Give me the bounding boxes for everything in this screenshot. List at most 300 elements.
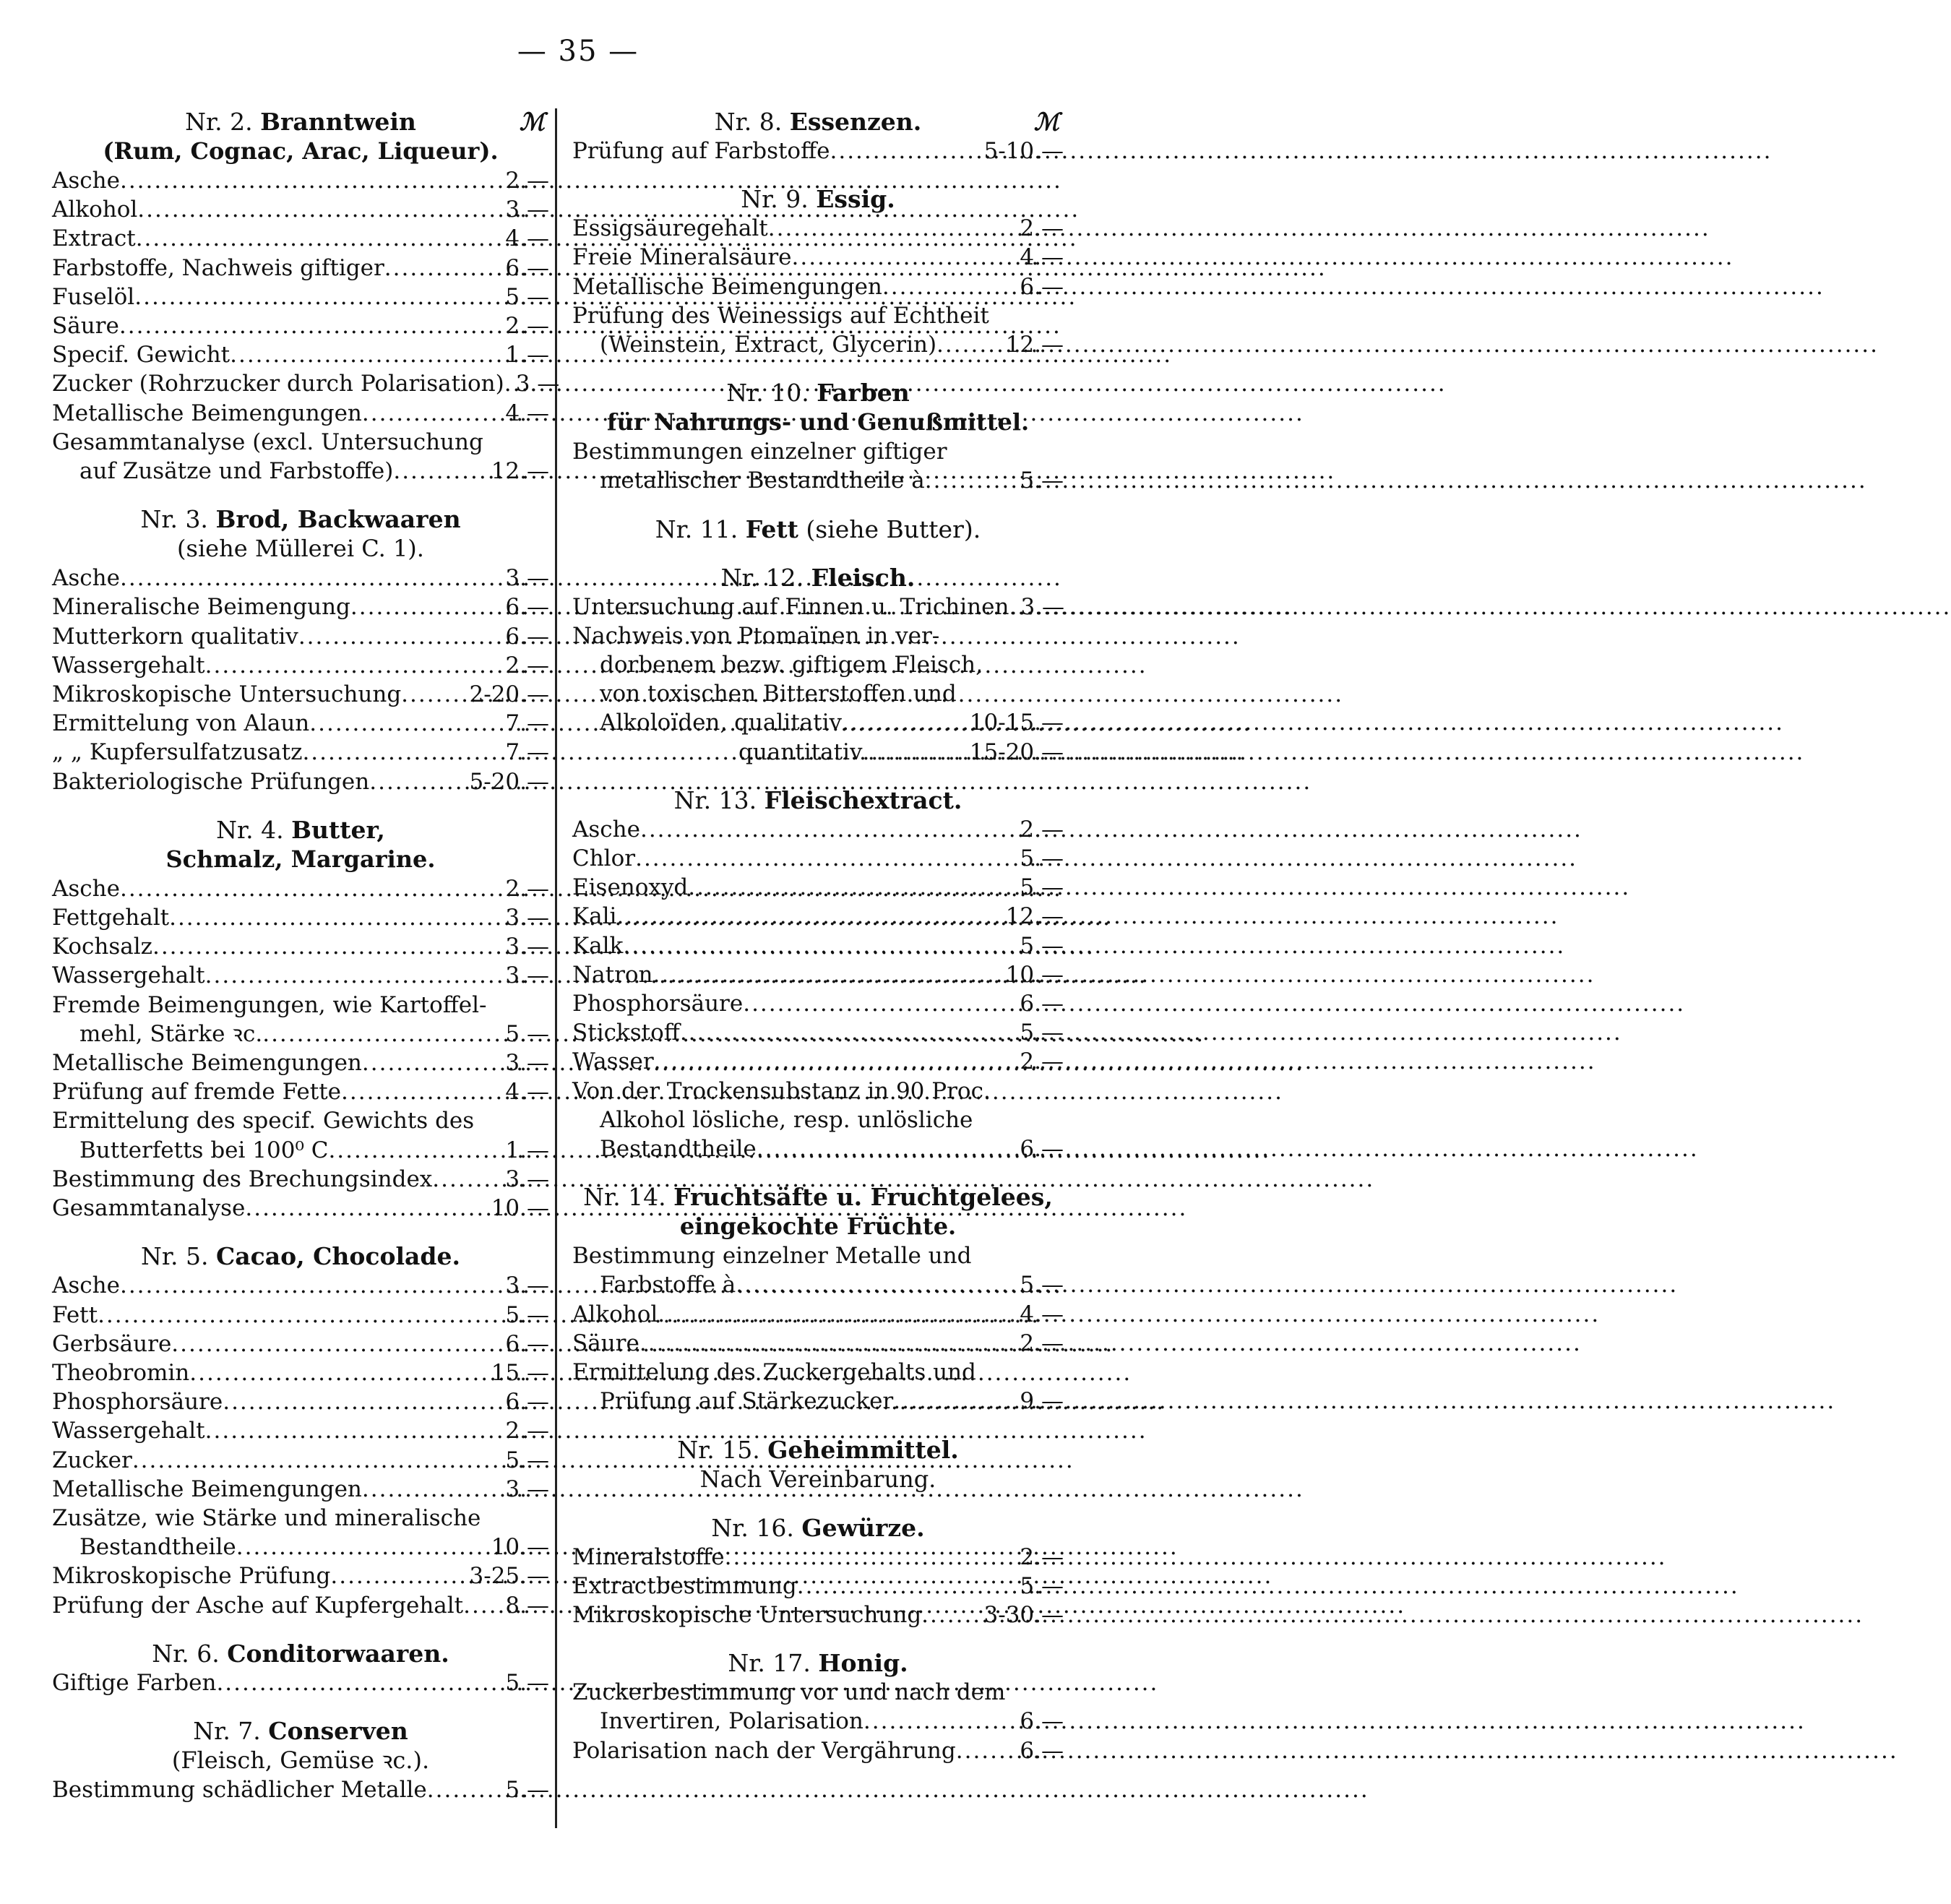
section-subheading: eingekochte Früchte. <box>679 1212 957 1241</box>
dot-leader <box>432 1165 501 1194</box>
list-item <box>52 1668 549 1697</box>
item-label: Wassergehalt <box>52 1418 205 1444</box>
item-price: 7.— <box>505 739 549 766</box>
item-price: 5.— <box>1020 932 1064 959</box>
dot-leader <box>463 1591 501 1620</box>
list-item <box>52 1271 549 1300</box>
section-essenzen <box>572 107 1064 165</box>
dot-leader <box>205 651 501 680</box>
dot-leader <box>223 1387 501 1416</box>
item-price: 5.— <box>505 1301 549 1328</box>
item-price: 3.— <box>1020 593 1065 620</box>
dot-leader <box>205 961 501 990</box>
item-price: 12.— <box>1005 903 1064 930</box>
list-item <box>52 224 549 253</box>
dot-leader <box>120 874 501 903</box>
list-item: Zusätze, wie Stärke und mineralische <box>52 1504 481 1531</box>
item-label: Metallische Beimengungen <box>52 400 362 426</box>
item-price: 3-25.— <box>469 1563 549 1590</box>
section-subheading: Schmalz, Margarine. <box>165 845 436 873</box>
item-price: 3.— <box>505 1272 549 1299</box>
item-price: 10.— <box>491 1195 549 1222</box>
item-price: 15.— <box>491 1359 549 1386</box>
dot-leader <box>688 873 1015 902</box>
item-label: Polarisation nach der Vergährung <box>572 1737 956 1764</box>
item-label: Säure <box>572 1330 639 1356</box>
section-fruchtsaefte <box>572 1182 1064 1416</box>
dot-leader <box>658 1300 1015 1329</box>
item-label: Untersuchung auf Finnen u. Trichinen <box>572 593 1009 620</box>
price-list <box>52 1561 549 1619</box>
list-item: Prüfung des Weinessigs auf Echtheit <box>572 302 989 329</box>
list-item: Bestimmung einzelner Metalle und <box>572 1243 972 1270</box>
item-label: Gerbsäure <box>52 1330 172 1357</box>
currency-unit: ℳ <box>1033 108 1059 136</box>
section-heading: Nr. 16. Gewürze. <box>711 1513 925 1542</box>
section-geheimmittel <box>572 1435 1064 1494</box>
item-price: 4.— <box>1020 244 1064 271</box>
section-heading: Nr. 3. Brod, Backwaaren <box>140 505 461 534</box>
item-price: 2.— <box>1020 1543 1064 1570</box>
list-item <box>52 1301 549 1330</box>
item-price: 3.— <box>505 905 549 931</box>
item-label: Prüfung der Asche auf Kupfergehalt <box>52 1592 464 1619</box>
price-list <box>52 564 549 796</box>
dot-leader <box>653 960 1002 989</box>
list-item <box>572 1601 1064 1629</box>
list-item <box>572 873 1064 902</box>
list-item <box>52 903 549 932</box>
item-price: 2.— <box>1020 816 1064 843</box>
item-label: Bestimmung schädlicher Metalle <box>52 1776 427 1803</box>
dot-leader <box>189 1358 486 1387</box>
list-item <box>572 1572 1064 1601</box>
list-item <box>52 1561 549 1590</box>
dot-leader <box>298 622 501 651</box>
section-subheading: (Rum, Cognac, Arac, Liqueur). <box>103 137 499 165</box>
price-list <box>572 214 1064 301</box>
list-item: Gesammtanalyse (excl. Untersuchung <box>52 428 483 455</box>
list-item: dorbenem bezw. giftigem Fleisch, <box>600 652 983 679</box>
item-price: 1.— <box>505 342 549 369</box>
price-list <box>52 166 560 428</box>
dot-leader <box>1009 593 1016 621</box>
item-label: Asche <box>52 168 120 194</box>
item-price: 3.— <box>505 934 549 960</box>
list-item <box>52 1330 549 1358</box>
section-heading: Nr. 4. Butter, <box>216 815 385 844</box>
item-label: Extractbestimmung <box>572 1572 797 1599</box>
item-label: Kali <box>572 903 617 930</box>
dot-leader <box>616 902 1001 931</box>
right-column <box>572 107 1064 1784</box>
item-label: Alkohol <box>572 1301 658 1327</box>
list-item <box>52 564 549 593</box>
section-honig <box>572 1648 1064 1765</box>
item-label: Wassergehalt <box>52 652 205 679</box>
item-label: Farbstoffe, Nachweis giftiger <box>52 254 384 281</box>
price-list <box>572 593 1064 621</box>
item-price: 2.— <box>1020 215 1064 242</box>
list-item <box>52 932 549 961</box>
item-price: 3.— <box>505 1476 549 1502</box>
item-label: Asche <box>52 565 120 592</box>
list-item <box>52 651 549 680</box>
list-item <box>572 243 1064 272</box>
item-price: 5.— <box>1020 1020 1064 1046</box>
item-label: Theobromin <box>52 1359 190 1386</box>
item-price: 5.— <box>505 1776 549 1803</box>
list-item <box>572 1018 1064 1047</box>
item-label: Bakteriologische Prüfungen <box>52 768 370 795</box>
list-item: mehl, Stärke ꝛc. ..... 5.— <box>52 1020 549 1048</box>
list-item: Zuckerbestimmung vor und nach dem <box>572 1679 1006 1706</box>
list-item <box>52 1165 549 1194</box>
item-label: Stickstoff <box>572 1020 680 1046</box>
section-heading: Nr. 12. Fleisch. <box>720 563 916 592</box>
item-label: Säure <box>52 313 119 340</box>
dot-leader <box>639 1329 1016 1358</box>
list-item <box>572 902 1064 931</box>
list-item: Ermittelung des specif. Gewichts des <box>52 1108 475 1134</box>
dot-leader <box>797 1572 1016 1601</box>
list-item <box>572 593 1064 621</box>
list-item <box>572 1736 1064 1765</box>
list-item <box>572 931 1064 960</box>
item-price: 6.— <box>505 1389 549 1416</box>
item-price: 6.— <box>1020 991 1064 1017</box>
dot-leader <box>350 593 501 621</box>
list-item <box>52 961 549 990</box>
dot-leader <box>830 137 979 165</box>
item-label: Specif. Gewicht <box>52 342 231 369</box>
list-item <box>52 1077 549 1106</box>
item-label: Asche <box>52 875 120 902</box>
list-item <box>52 738 549 767</box>
currency-unit: ℳ <box>519 108 545 136</box>
dot-leader <box>401 680 465 709</box>
item-price: 10.— <box>1005 961 1064 988</box>
dot-leader <box>205 1416 501 1445</box>
dot-leader <box>120 564 501 593</box>
dot-leader <box>330 1561 465 1590</box>
section-essig <box>572 184 1064 359</box>
list-item <box>52 311 549 340</box>
dot-leader <box>768 214 1016 243</box>
price-list <box>52 1668 549 1697</box>
dot-leader <box>640 815 1015 844</box>
item-label: Essigsäuregehalt <box>572 215 768 242</box>
dot-leader <box>171 1330 501 1358</box>
item-label: Extract <box>52 225 136 252</box>
price-list <box>572 137 1064 165</box>
item-price: 5-10.— <box>983 138 1064 164</box>
section-farben <box>572 378 1064 495</box>
section-heading: Nr. 5. Cacao, Chocolade. <box>141 1242 460 1271</box>
list-item <box>52 709 549 738</box>
list-item: auf Zusätze und Farbstoffe) ..... 12.— <box>52 457 549 486</box>
list-item <box>572 1047 1064 1076</box>
list-item: von toxischen Bitterstoffen und <box>600 681 957 707</box>
dot-leader <box>384 254 501 283</box>
item-price: 2.— <box>505 313 549 340</box>
dot-leader <box>956 1736 1016 1765</box>
item-price: 4.— <box>505 1079 549 1106</box>
item-label: Asche <box>572 816 640 843</box>
section-cacao <box>52 1241 549 1619</box>
section-heading: Nr. 2. Branntwein ℳ <box>185 108 545 136</box>
list-item <box>572 272 1064 301</box>
list-item <box>52 767 549 796</box>
dot-leader <box>136 224 501 253</box>
item-price: 5.— <box>505 1669 549 1696</box>
item-label: Mutterkorn qualitativ <box>52 623 298 650</box>
list-item: Butterfetts bei 100⁰ C ..... 1.— <box>52 1136 549 1165</box>
list-item <box>52 1048 549 1077</box>
item-price: 5.— <box>505 283 549 310</box>
dot-leader <box>134 283 501 311</box>
dot-leader <box>725 1543 1016 1572</box>
item-label: Fett <box>52 1301 98 1328</box>
item-label: Metallische Beimengungen <box>52 1476 362 1502</box>
item-label: Asche <box>52 1272 120 1299</box>
item-label: Metallische Beimengungen <box>572 273 882 300</box>
item-price: 2.— <box>505 1418 549 1444</box>
dot-leader <box>245 1194 486 1223</box>
item-label: Fettgehalt <box>52 905 170 931</box>
list-item: Bestandtheile ..... 6.— <box>572 1134 1064 1163</box>
section-branntwein <box>52 107 560 486</box>
item-price: 2.— <box>1020 1330 1064 1356</box>
dot-leader <box>302 738 501 767</box>
list-item: Nachweis von Ptomaïnen in ver- <box>572 622 940 649</box>
list-item: quantitativ ..... 15-20.— <box>572 738 1064 767</box>
section-subheading: (Fleisch, Gemüse ꝛc.). <box>171 1746 430 1774</box>
list-item <box>52 254 549 283</box>
item-label: Wassergehalt <box>52 962 205 989</box>
list-item: Prüfung auf Stärkezucker ..... 9.— <box>572 1387 1064 1416</box>
list-item: Alkoloïden, qualitativ ..... 10-15.— <box>572 708 1064 737</box>
list-item <box>52 1591 549 1620</box>
dot-leader <box>635 844 1015 873</box>
list-item: Von der Trockensubstanz in 90 Proc. <box>572 1077 991 1104</box>
item-price: 5.— <box>1020 845 1064 872</box>
section-heading: Nr. 8. Essenzen. ℳ <box>714 108 1059 136</box>
left-column <box>52 107 560 1823</box>
item-label: Bestimmung des Brechungsindex <box>52 1166 433 1192</box>
list-item: Invertiren, Polarisation ..... 6.— <box>572 1707 1064 1736</box>
item-label: Mikroskopische Untersuchung <box>52 681 402 708</box>
section-conditorwaaren <box>52 1639 549 1697</box>
list-item <box>52 399 549 428</box>
section-heading: Nr. 13. Fleischextract. <box>673 785 962 814</box>
dot-leader <box>216 1668 501 1697</box>
item-price: 7.— <box>505 710 549 737</box>
item-price: 2.— <box>505 875 549 902</box>
item-price: 4.— <box>505 225 549 252</box>
item-label: Chlor <box>572 845 636 872</box>
item-label: Gesammtanalyse <box>52 1195 246 1222</box>
dot-leader <box>137 195 501 224</box>
item-price: 6.— <box>1020 273 1064 300</box>
dot-leader <box>792 243 1016 272</box>
list-item <box>52 1446 549 1475</box>
list-item <box>52 1775 549 1804</box>
item-price: 5-20.— <box>469 768 549 795</box>
item-price: 3.— <box>505 1166 549 1192</box>
dot-leader <box>169 903 501 932</box>
list-item <box>572 1300 1064 1329</box>
item-label: Mineralstoffe <box>572 1543 725 1570</box>
dot-leader <box>98 1301 501 1330</box>
dot-leader <box>427 1775 501 1804</box>
item-label: Phosphorsäure <box>52 1389 223 1416</box>
dot-leader <box>362 1048 501 1077</box>
item-price: 2.— <box>1020 1048 1064 1075</box>
list-item <box>52 1194 549 1223</box>
list-item: (Weinstein, Extract, Glycerin) ..... 12.— <box>572 330 1064 359</box>
price-list <box>52 1048 549 1106</box>
dot-leader <box>152 932 501 961</box>
item-price: 3-30.— <box>983 1601 1064 1628</box>
dot-leader <box>120 166 501 195</box>
item-label: Giftige Farben <box>52 1669 217 1696</box>
item-price: 5.— <box>505 1447 549 1473</box>
list-item <box>572 844 1064 873</box>
item-label: Alkohol <box>52 197 138 223</box>
price-list <box>572 1736 1064 1765</box>
item-label: Prüfung auf Farbstoffe <box>572 138 830 164</box>
item-label: Metallische Beimengungen <box>52 1050 362 1077</box>
item-price: 4.— <box>1020 1301 1064 1327</box>
dot-leader <box>120 1271 501 1300</box>
item-price: 2.— <box>505 168 549 194</box>
list-item: Bestandtheile ..... 10.— <box>52 1533 549 1561</box>
list-item: Fremde Beimengungen, wie Kartoffel- <box>52 991 487 1018</box>
section-brod <box>52 504 549 796</box>
dot-leader <box>882 272 1016 301</box>
item-label: Phosphorsäure <box>572 991 744 1017</box>
item-price: 6.— <box>505 623 549 650</box>
item-label: Prüfung auf fremde Fette <box>52 1079 342 1106</box>
dot-leader <box>654 1047 1016 1076</box>
list-item: Ermittelung des Zuckergehalts und <box>572 1359 976 1386</box>
price-list <box>52 1271 549 1504</box>
item-price: 2.— <box>505 652 549 679</box>
list-item <box>52 283 549 311</box>
item-label: Wasser <box>572 1048 654 1075</box>
page-number: — 35 — <box>517 35 639 68</box>
list-item <box>52 369 560 398</box>
list-item <box>52 195 549 224</box>
section-subheading: (siehe Müllerei C. 1). <box>177 535 424 563</box>
price-list <box>572 1300 1064 1358</box>
item-price: 8.— <box>505 1592 549 1619</box>
list-item <box>52 680 549 709</box>
item-label: Kalk <box>572 932 624 959</box>
section-fett <box>572 514 1064 544</box>
dot-leader <box>309 709 501 738</box>
item-price: 3.— <box>505 1050 549 1077</box>
section-heading: Nr. 6. Conditorwaaren. <box>152 1639 449 1668</box>
item-label: „ „ Kupfersulfatzusatz <box>52 739 303 766</box>
list-item <box>52 622 549 651</box>
item-label: Ermittelung von Alaun <box>52 710 310 737</box>
list-item <box>52 1475 549 1504</box>
item-label: Fuselöl <box>52 283 135 310</box>
list-item <box>572 214 1064 243</box>
dot-leader <box>362 399 501 428</box>
section-subheading: Nach Vereinbarung. <box>699 1465 936 1493</box>
list-item <box>572 1329 1064 1358</box>
section-heading: Nr. 7. Conserven <box>193 1716 408 1745</box>
list-item: Alkohol lösliche, resp. unlösliche <box>600 1106 973 1133</box>
dot-leader <box>504 369 512 398</box>
list-item <box>572 137 1064 165</box>
list-item: Farbstoffe à ..... 5.— <box>572 1270 1064 1299</box>
item-label: Mikroskopische Prüfung <box>52 1563 331 1590</box>
price-list <box>52 874 549 991</box>
item-label: Zucker (Rohrzucker durch Polarisation) <box>52 371 504 397</box>
list-item <box>52 1358 549 1387</box>
section-heading: Nr. 10. Farben <box>726 379 910 408</box>
item-price: 3.— <box>505 197 549 223</box>
item-price: 6.— <box>505 594 549 621</box>
price-list <box>572 1543 1064 1630</box>
section-heading: Nr. 15. Geheimmittel. <box>677 1435 959 1464</box>
list-item <box>572 960 1064 989</box>
list-item <box>572 815 1064 844</box>
item-price: 3.— <box>515 371 560 397</box>
section-heading: Nr. 9. Essig. <box>741 185 895 214</box>
item-price: 6.— <box>505 1330 549 1357</box>
list-item <box>52 1387 549 1416</box>
list-item: Bestimmungen einzelner giftiger <box>572 439 947 465</box>
dot-leader <box>362 1475 501 1504</box>
item-price: 6.— <box>1020 1737 1064 1764</box>
item-label: Freie Mineralsäure <box>572 244 792 271</box>
list-item <box>52 1416 549 1445</box>
section-gewuerze <box>572 1513 1064 1630</box>
list-item <box>52 166 549 195</box>
price-list <box>52 1775 549 1804</box>
item-label: Mikroskopische Untersuchung <box>572 1601 922 1628</box>
dot-leader <box>623 931 1015 960</box>
item-price: 5.— <box>1020 874 1064 901</box>
item-price: 3.— <box>505 962 549 989</box>
item-price: 3.— <box>505 565 549 592</box>
list-item <box>52 593 549 621</box>
dot-leader <box>369 767 465 796</box>
item-price: 2-20.— <box>469 681 549 708</box>
item-price: 6.— <box>505 254 549 281</box>
list-item <box>572 1543 1064 1572</box>
list-item: metallischer Bestandtheile à ..... 5.— <box>572 466 1064 495</box>
item-label: Natron <box>572 961 653 988</box>
section-heading: Nr. 11. Fett (siehe Butter). <box>655 514 981 543</box>
item-label: Kochsalz <box>52 934 152 960</box>
list-item <box>52 874 549 903</box>
item-price: 4.— <box>505 400 549 426</box>
dot-leader <box>921 1601 979 1629</box>
price-list <box>52 1165 549 1223</box>
dot-leader <box>680 1018 1016 1047</box>
item-label: Zucker <box>52 1447 132 1473</box>
section-heading: Nr. 14. Fruchtsäfte u. Fruchtgelees, <box>583 1183 1053 1212</box>
price-list <box>572 815 1064 1077</box>
section-fleisch <box>572 563 1064 767</box>
dot-leader <box>341 1077 501 1106</box>
